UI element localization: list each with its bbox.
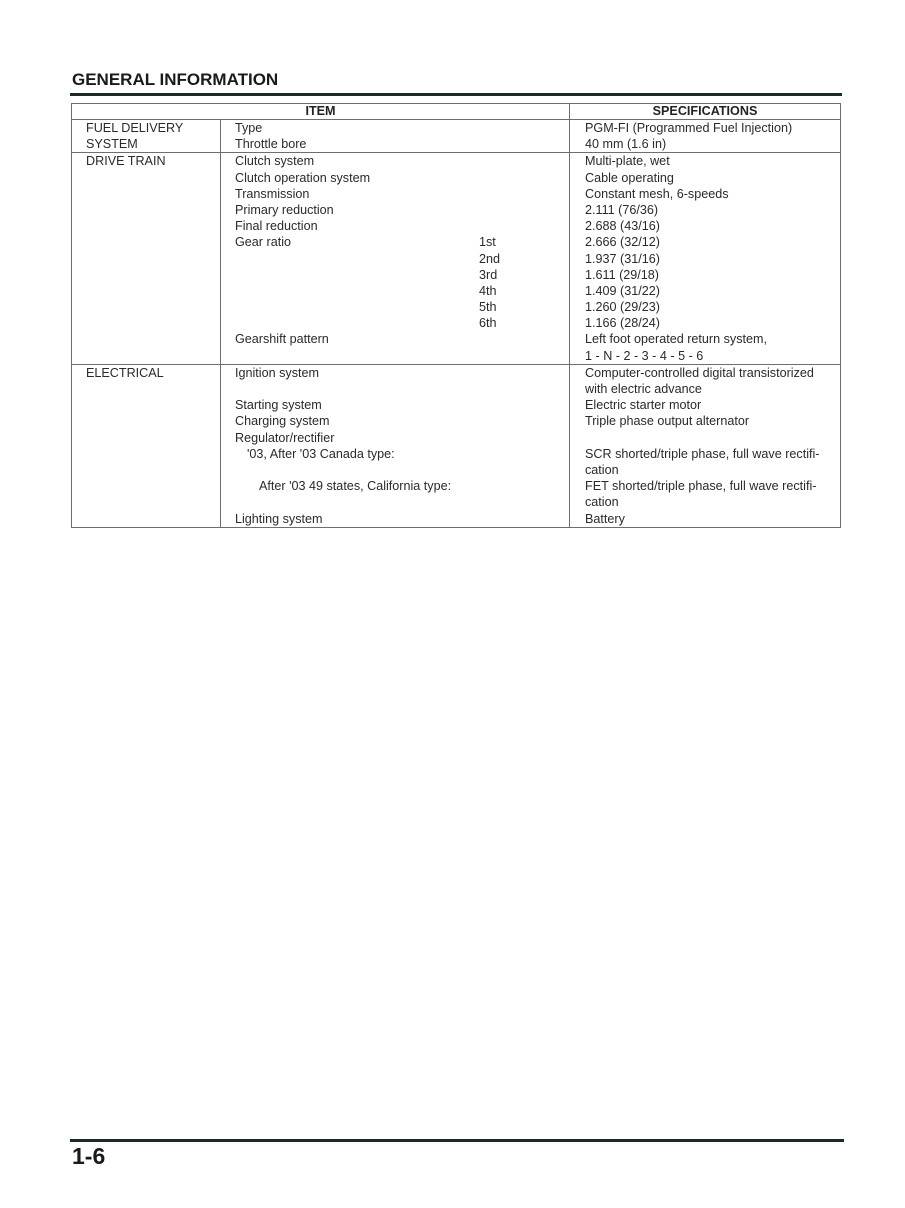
spec-value: 1.409 (31/22) bbox=[585, 283, 660, 298]
spec-value: cation bbox=[585, 495, 619, 510]
spec-value: SCR shorted/triple phase, full wave rectifi- bbox=[585, 446, 820, 461]
item-cell bbox=[221, 364, 570, 527]
page-title: GENERAL INFORMATION bbox=[72, 70, 279, 89]
category-label: DRIVE TRAIN bbox=[86, 154, 166, 169]
table-row bbox=[72, 153, 841, 364]
table-row bbox=[72, 364, 841, 527]
item-label: After '03 49 states, California type: bbox=[259, 479, 452, 494]
spec-value: Computer-controlled digital transistorized bbox=[585, 365, 814, 380]
item-label bbox=[235, 348, 569, 364]
title-rule bbox=[70, 93, 842, 96]
gear-ratio-row bbox=[235, 234, 569, 250]
category-cell bbox=[72, 364, 221, 527]
gear-label: 4th bbox=[479, 283, 497, 298]
item-label: Transmission bbox=[235, 186, 310, 201]
spec-value: PGM-FI (Programmed Fuel Injection) bbox=[585, 121, 793, 135]
gear-ratio-row bbox=[235, 267, 569, 283]
gear-ratio-row bbox=[235, 315, 569, 331]
spec-cell bbox=[570, 153, 841, 364]
gear-label: 1st bbox=[479, 235, 496, 250]
gear-label: 3rd bbox=[479, 267, 498, 282]
spec-value: cation bbox=[585, 462, 619, 477]
spec-value: 1.166 (28/24) bbox=[585, 316, 660, 331]
item-label: Type bbox=[235, 121, 263, 135]
item-label: '03, After '03 Canada type: bbox=[247, 446, 395, 461]
table-header-row bbox=[72, 104, 841, 120]
spec-value: 2.111 (76/36) bbox=[585, 202, 659, 217]
spec-value: Constant mesh, 6-speeds bbox=[585, 186, 729, 201]
header-item: ITEM bbox=[72, 104, 570, 120]
spec-value: 2.666 (32/12) bbox=[585, 235, 660, 250]
spec-value: Multi-plate, wet bbox=[585, 154, 670, 169]
item-label bbox=[235, 381, 569, 397]
spec-value: Cable operating bbox=[585, 170, 674, 185]
spec-value: 1.260 (29/23) bbox=[585, 300, 660, 315]
item-label bbox=[235, 315, 479, 331]
item-label: Primary reduction bbox=[235, 202, 334, 217]
gear-label: 5th bbox=[479, 300, 497, 315]
item-label: Gearshift pattern bbox=[235, 332, 329, 347]
item-label: Regulator/rectifier bbox=[235, 430, 335, 445]
header-specifications: SPECIFICATIONS bbox=[570, 104, 841, 120]
footer-rule bbox=[70, 1139, 844, 1142]
spec-cell bbox=[570, 364, 841, 527]
gear-label: 2nd bbox=[479, 251, 501, 266]
item-label bbox=[235, 494, 569, 510]
spec-value: FET shorted/triple phase, full wave rectifi- bbox=[585, 479, 817, 494]
item-label: Clutch system bbox=[235, 154, 315, 169]
gear-ratio-row bbox=[235, 283, 569, 299]
item-label: Starting system bbox=[235, 398, 322, 413]
category-cell bbox=[72, 120, 221, 153]
spec-cell bbox=[570, 120, 841, 153]
specifications-table bbox=[71, 103, 841, 528]
spec-value: 1.937 (31/16) bbox=[585, 251, 660, 266]
item-label: Clutch operation system bbox=[235, 170, 371, 185]
item-label bbox=[235, 462, 569, 478]
spec-value: 2.688 (43/16) bbox=[585, 219, 660, 234]
spec-value bbox=[585, 430, 840, 446]
item-label: Charging system bbox=[235, 414, 330, 429]
category-label: SYSTEM bbox=[86, 137, 138, 152]
item-label: Final reduction bbox=[235, 219, 318, 234]
spec-value: Left foot operated return system, bbox=[585, 332, 768, 347]
item-label bbox=[235, 251, 479, 267]
item-label: Gear ratio bbox=[235, 235, 291, 250]
table-row bbox=[72, 120, 841, 153]
item-cell bbox=[221, 120, 570, 153]
gear-label: 6th bbox=[479, 316, 497, 331]
page-number: 1-6 bbox=[72, 1143, 106, 1169]
spec-value: 1.611 (29/18) bbox=[585, 267, 659, 282]
spec-value: Battery bbox=[585, 511, 625, 526]
spec-value: 1 - N - 2 - 3 - 4 - 5 - 6 bbox=[585, 348, 704, 363]
item-label: Throttle bore bbox=[235, 137, 307, 152]
item-label: Lighting system bbox=[235, 511, 323, 526]
item-label bbox=[235, 283, 479, 299]
spec-value: Triple phase output alternator bbox=[585, 414, 750, 429]
spec-value: Electric starter motor bbox=[585, 398, 702, 413]
item-label: Ignition system bbox=[235, 365, 319, 380]
table-body bbox=[72, 120, 841, 528]
category-label: ELECTRICAL bbox=[86, 365, 164, 380]
gear-ratio-row bbox=[235, 299, 569, 315]
item-label bbox=[235, 299, 479, 315]
spec-value: with electric advance bbox=[585, 382, 702, 396]
category-cell bbox=[72, 153, 221, 364]
category-label: FUEL DELIVERY bbox=[86, 121, 184, 135]
spec-value: 40 mm (1.6 in) bbox=[585, 137, 667, 152]
item-label bbox=[235, 267, 479, 283]
gear-ratio-row bbox=[235, 251, 569, 267]
item-cell bbox=[221, 153, 570, 364]
